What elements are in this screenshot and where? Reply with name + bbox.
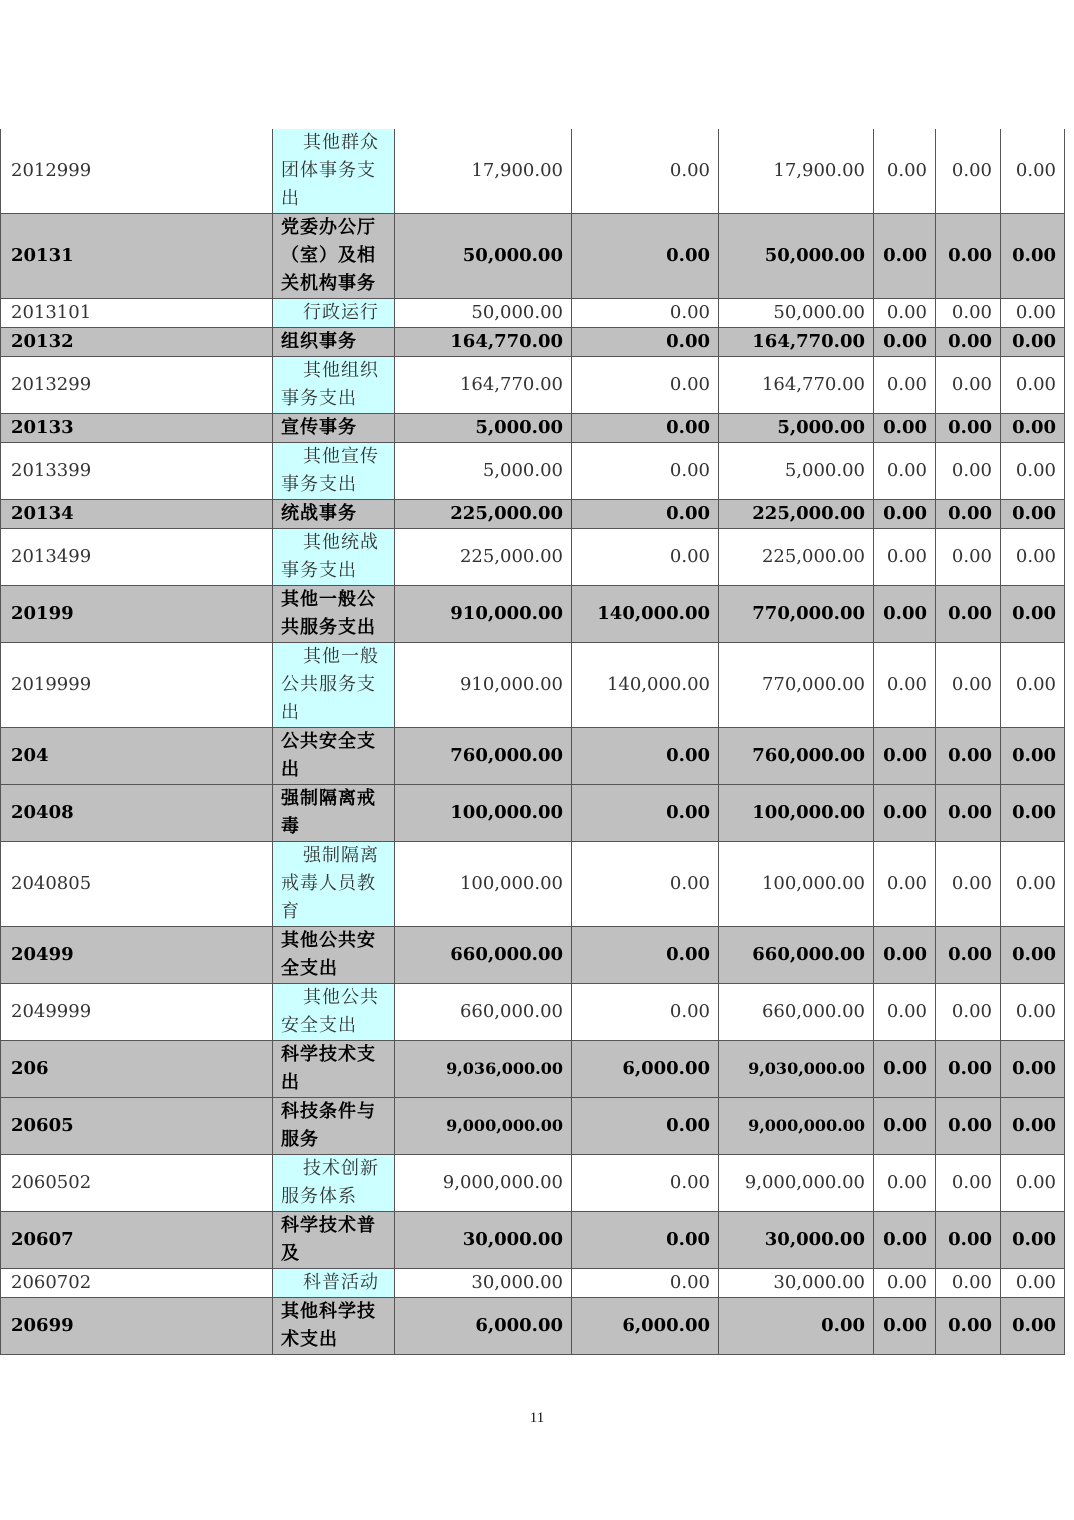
other-col-3-cell: 0.00 — [1001, 357, 1065, 414]
project-expenditure-cell: 9,000,000.00 — [719, 1098, 874, 1155]
classification-code-cell: 20133 — [1, 414, 273, 443]
item-name-line: 宣传事务 — [281, 417, 357, 438]
detail-row — [1, 643, 1065, 728]
project-expenditure-cell: 770,000.00 — [719, 643, 874, 728]
other-col-2-cell: 0.00 — [936, 1269, 1001, 1298]
item-name-cell — [273, 586, 395, 643]
item-name-line: 统战事务 — [281, 503, 357, 524]
item-name-line: 科普活动 — [303, 1272, 379, 1293]
project-expenditure-cell: 30,000.00 — [719, 1269, 874, 1298]
total-amount-cell: 30,000.00 — [395, 1269, 572, 1298]
other-col-3-cell: 0.00 — [1001, 214, 1065, 299]
other-col-3-cell: 0.00 — [1001, 842, 1065, 927]
item-name-cell — [273, 500, 395, 529]
other-col-2-cell: 0.00 — [936, 1155, 1001, 1212]
item-name-line: 服务体系 — [281, 1186, 357, 1207]
other-col-3-cell: 0.00 — [1001, 643, 1065, 728]
project-expenditure-cell: 660,000.00 — [719, 984, 874, 1041]
project-expenditure-cell: 100,000.00 — [719, 842, 874, 927]
item-name-cell — [273, 1212, 395, 1269]
basic-expenditure-cell: 140,000.00 — [572, 643, 719, 728]
classification-code-cell: 20699 — [1, 1298, 273, 1355]
project-expenditure-cell: 0.00 — [719, 1298, 874, 1355]
classification-code-cell: 2013101 — [1, 299, 273, 328]
total-amount-cell: 6,000.00 — [395, 1298, 572, 1355]
other-col-1-cell: 0.00 — [874, 500, 936, 529]
classification-code-cell: 20134 — [1, 500, 273, 529]
summary-row — [1, 927, 1065, 984]
total-amount-cell: 225,000.00 — [395, 529, 572, 586]
classification-code-cell: 20605 — [1, 1098, 273, 1155]
item-name-line: 出 — [281, 188, 300, 209]
item-name-cell — [273, 328, 395, 357]
other-col-3-cell: 0.00 — [1001, 500, 1065, 529]
project-expenditure-cell: 9,030,000.00 — [719, 1041, 874, 1098]
total-amount-cell: 50,000.00 — [395, 299, 572, 328]
item-name-cell — [273, 443, 395, 500]
other-col-3-cell: 0.00 — [1001, 586, 1065, 643]
other-col-2-cell: 0.00 — [936, 643, 1001, 728]
project-expenditure-cell: 225,000.00 — [719, 500, 874, 529]
other-col-2-cell: 0.00 — [936, 1041, 1001, 1098]
other-col-2-cell: 0.00 — [936, 586, 1001, 643]
project-expenditure-cell: 164,770.00 — [719, 357, 874, 414]
other-col-3-cell: 0.00 — [1001, 1269, 1065, 1298]
other-col-3-cell: 0.00 — [1001, 443, 1065, 500]
other-col-1-cell: 0.00 — [874, 414, 936, 443]
item-name-line: 组织事务 — [281, 331, 357, 352]
other-col-3-cell: 0.00 — [1001, 927, 1065, 984]
summary-row — [1, 1098, 1065, 1155]
detail-row — [1, 529, 1065, 586]
classification-code-cell: 20408 — [1, 785, 273, 842]
total-amount-cell: 17,900.00 — [395, 129, 572, 214]
item-name-line: 强制隔离 — [303, 845, 379, 866]
basic-expenditure-cell: 0.00 — [572, 842, 719, 927]
basic-expenditure-cell: 0.00 — [572, 1212, 719, 1269]
total-amount-cell: 760,000.00 — [395, 728, 572, 785]
item-name-line: 事务支出 — [281, 388, 357, 409]
detail-row — [1, 1155, 1065, 1212]
item-name-line: 共服务支出 — [281, 617, 376, 638]
other-col-2-cell: 0.00 — [936, 500, 1001, 529]
project-expenditure-cell: 30,000.00 — [719, 1212, 874, 1269]
total-amount-cell: 5,000.00 — [395, 443, 572, 500]
other-col-1-cell: 0.00 — [874, 1041, 936, 1098]
item-name-line: 其他公共 — [303, 987, 379, 1008]
summary-row — [1, 414, 1065, 443]
other-col-1-cell: 0.00 — [874, 357, 936, 414]
item-name-line: 关机构事务 — [281, 273, 376, 294]
item-name-line: 出 — [281, 759, 300, 780]
project-expenditure-cell: 770,000.00 — [719, 586, 874, 643]
total-amount-cell: 660,000.00 — [395, 927, 572, 984]
summary-row — [1, 728, 1065, 785]
summary-row — [1, 328, 1065, 357]
total-amount-cell: 164,770.00 — [395, 357, 572, 414]
item-name-line: 事务支出 — [281, 474, 357, 495]
item-name-cell — [273, 1298, 395, 1355]
other-col-1-cell: 0.00 — [874, 643, 936, 728]
item-name-cell — [273, 785, 395, 842]
item-name-cell — [273, 1098, 395, 1155]
classification-code-cell: 2013399 — [1, 443, 273, 500]
detail-row — [1, 984, 1065, 1041]
detail-row — [1, 129, 1065, 214]
other-col-1-cell: 0.00 — [874, 984, 936, 1041]
summary-row — [1, 1212, 1065, 1269]
item-name-line: 公共安全支 — [281, 731, 376, 752]
project-expenditure-cell: 9,000,000.00 — [719, 1155, 874, 1212]
item-name-line: 出 — [281, 1072, 300, 1093]
total-amount-cell: 9,036,000.00 — [395, 1041, 572, 1098]
other-col-2-cell: 0.00 — [936, 927, 1001, 984]
basic-expenditure-cell: 0.00 — [572, 1155, 719, 1212]
item-name-line: 其他组织 — [303, 360, 379, 381]
other-col-1-cell: 0.00 — [874, 586, 936, 643]
item-name-cell — [273, 927, 395, 984]
item-name-line: 出 — [281, 702, 300, 723]
item-name-line: 安全支出 — [281, 1015, 357, 1036]
total-amount-cell: 910,000.00 — [395, 643, 572, 728]
other-col-3-cell: 0.00 — [1001, 1041, 1065, 1098]
classification-code-cell: 20499 — [1, 927, 273, 984]
item-name-cell — [273, 1269, 395, 1298]
other-col-1-cell: 0.00 — [874, 328, 936, 357]
item-name-cell — [273, 1041, 395, 1098]
other-col-3-cell: 0.00 — [1001, 414, 1065, 443]
other-col-3-cell: 0.00 — [1001, 1298, 1065, 1355]
item-name-line: 科技条件与 — [281, 1101, 376, 1122]
other-col-3-cell: 0.00 — [1001, 529, 1065, 586]
item-name-line: 其他一般 — [303, 646, 379, 667]
total-amount-cell: 100,000.00 — [395, 785, 572, 842]
other-col-2-cell: 0.00 — [936, 1098, 1001, 1155]
other-col-2-cell: 0.00 — [936, 842, 1001, 927]
project-expenditure-cell: 100,000.00 — [719, 785, 874, 842]
basic-expenditure-cell: 0.00 — [572, 1269, 719, 1298]
other-col-3-cell: 0.00 — [1001, 1098, 1065, 1155]
other-col-1-cell: 0.00 — [874, 927, 936, 984]
item-name-line: 强制隔离戒 — [281, 788, 376, 809]
basic-expenditure-cell: 0.00 — [572, 299, 719, 328]
summary-row — [1, 214, 1065, 299]
other-col-3-cell: 0.00 — [1001, 1212, 1065, 1269]
other-col-3-cell: 0.00 — [1001, 129, 1065, 214]
other-col-1-cell: 0.00 — [874, 529, 936, 586]
other-col-2-cell: 0.00 — [936, 129, 1001, 214]
item-name-line: 其他公共安 — [281, 930, 376, 951]
item-name-cell — [273, 529, 395, 586]
item-name-cell — [273, 129, 395, 214]
item-name-line: 育 — [281, 901, 300, 922]
item-name-cell — [273, 984, 395, 1041]
item-name-cell — [273, 643, 395, 728]
basic-expenditure-cell: 0.00 — [572, 1098, 719, 1155]
item-name-line: 其他一般公 — [281, 589, 376, 610]
total-amount-cell: 100,000.00 — [395, 842, 572, 927]
basic-expenditure-cell: 0.00 — [572, 984, 719, 1041]
total-amount-cell: 225,000.00 — [395, 500, 572, 529]
classification-code-cell: 20132 — [1, 328, 273, 357]
other-col-2-cell: 0.00 — [936, 785, 1001, 842]
other-col-1-cell: 0.00 — [874, 299, 936, 328]
total-amount-cell: 50,000.00 — [395, 214, 572, 299]
total-amount-cell: 9,000,000.00 — [395, 1098, 572, 1155]
basic-expenditure-cell: 0.00 — [572, 529, 719, 586]
item-name-line: 公共服务支 — [281, 674, 376, 695]
item-name-cell — [273, 728, 395, 785]
item-name-cell — [273, 357, 395, 414]
basic-expenditure-cell: 0.00 — [572, 443, 719, 500]
project-expenditure-cell: 5,000.00 — [719, 414, 874, 443]
basic-expenditure-cell: 0.00 — [572, 927, 719, 984]
classification-code-cell: 2060502 — [1, 1155, 273, 1212]
project-expenditure-cell: 225,000.00 — [719, 529, 874, 586]
other-col-2-cell: 0.00 — [936, 443, 1001, 500]
item-name-cell — [273, 214, 395, 299]
item-name-line: 科学技术支 — [281, 1044, 376, 1065]
project-expenditure-cell: 5,000.00 — [719, 443, 874, 500]
classification-code-cell: 2012999 — [1, 129, 273, 214]
project-expenditure-cell: 50,000.00 — [719, 299, 874, 328]
item-name-line: 其他群众 — [303, 132, 379, 153]
other-col-3-cell: 0.00 — [1001, 728, 1065, 785]
other-col-1-cell: 0.00 — [874, 214, 936, 299]
basic-expenditure-cell: 0.00 — [572, 129, 719, 214]
item-name-line: 术支出 — [281, 1329, 338, 1350]
item-name-line: 其他科学技 — [281, 1301, 376, 1322]
other-col-1-cell: 0.00 — [874, 1212, 936, 1269]
item-name-line: 党委办公厅 — [281, 217, 376, 238]
total-amount-cell: 910,000.00 — [395, 586, 572, 643]
table-body — [1, 129, 1065, 1355]
other-col-1-cell: 0.00 — [874, 129, 936, 214]
total-amount-cell: 164,770.00 — [395, 328, 572, 357]
item-name-line: 及 — [281, 1243, 300, 1264]
basic-expenditure-cell: 0.00 — [572, 500, 719, 529]
other-col-2-cell: 0.00 — [936, 1298, 1001, 1355]
classification-code-cell: 2013499 — [1, 529, 273, 586]
detail-row — [1, 1269, 1065, 1298]
item-name-line: （室）及相 — [281, 245, 376, 266]
other-col-2-cell: 0.00 — [936, 728, 1001, 785]
item-name-cell — [273, 842, 395, 927]
other-col-1-cell: 0.00 — [874, 785, 936, 842]
total-amount-cell: 30,000.00 — [395, 1212, 572, 1269]
basic-expenditure-cell: 0.00 — [572, 414, 719, 443]
other-col-2-cell: 0.00 — [936, 299, 1001, 328]
project-expenditure-cell: 164,770.00 — [719, 328, 874, 357]
item-name-line: 戒毒人员教 — [281, 873, 376, 894]
other-col-1-cell: 0.00 — [874, 443, 936, 500]
item-name-cell — [273, 1155, 395, 1212]
basic-expenditure-cell: 140,000.00 — [572, 586, 719, 643]
basic-expenditure-cell: 6,000.00 — [572, 1041, 719, 1098]
classification-code-cell: 206 — [1, 1041, 273, 1098]
summary-row — [1, 1298, 1065, 1355]
other-col-3-cell: 0.00 — [1001, 984, 1065, 1041]
other-col-2-cell: 0.00 — [936, 328, 1001, 357]
classification-code-cell: 2049999 — [1, 984, 273, 1041]
item-name-line: 事务支出 — [281, 560, 357, 581]
summary-row — [1, 586, 1065, 643]
total-amount-cell: 9,000,000.00 — [395, 1155, 572, 1212]
basic-expenditure-cell: 0.00 — [572, 328, 719, 357]
total-amount-cell: 5,000.00 — [395, 414, 572, 443]
other-col-2-cell: 0.00 — [936, 214, 1001, 299]
other-col-2-cell: 0.00 — [936, 1212, 1001, 1269]
other-col-2-cell: 0.00 — [936, 414, 1001, 443]
item-name-line: 服务 — [281, 1129, 319, 1150]
classification-code-cell: 20131 — [1, 214, 273, 299]
item-name-line: 其他统战 — [303, 532, 379, 553]
basic-expenditure-cell: 6,000.00 — [572, 1298, 719, 1355]
classification-code-cell: 20199 — [1, 586, 273, 643]
other-col-3-cell: 0.00 — [1001, 1155, 1065, 1212]
other-col-1-cell: 0.00 — [874, 1298, 936, 1355]
summary-row — [1, 500, 1065, 529]
classification-code-cell: 2019999 — [1, 643, 273, 728]
project-expenditure-cell: 17,900.00 — [719, 129, 874, 214]
classification-code-cell: 20607 — [1, 1212, 273, 1269]
item-name-cell — [273, 299, 395, 328]
basic-expenditure-cell: 0.00 — [572, 357, 719, 414]
total-amount-cell: 660,000.00 — [395, 984, 572, 1041]
item-name-line: 技术创新 — [303, 1158, 379, 1179]
classification-code-cell: 2040805 — [1, 842, 273, 927]
other-col-2-cell: 0.00 — [936, 529, 1001, 586]
classification-code-cell: 204 — [1, 728, 273, 785]
detail-row — [1, 357, 1065, 414]
budget-table — [0, 129, 1065, 1355]
project-expenditure-cell: 660,000.00 — [719, 927, 874, 984]
other-col-3-cell: 0.00 — [1001, 328, 1065, 357]
other-col-1-cell: 0.00 — [874, 1269, 936, 1298]
item-name-line: 全支出 — [281, 958, 338, 979]
detail-row — [1, 299, 1065, 328]
other-col-3-cell: 0.00 — [1001, 299, 1065, 328]
other-col-1-cell: 0.00 — [874, 728, 936, 785]
other-col-3-cell: 0.00 — [1001, 785, 1065, 842]
item-name-cell — [273, 414, 395, 443]
other-col-1-cell: 0.00 — [874, 1155, 936, 1212]
other-col-2-cell: 0.00 — [936, 984, 1001, 1041]
basic-expenditure-cell: 0.00 — [572, 785, 719, 842]
classification-code-cell: 2013299 — [1, 357, 273, 414]
project-expenditure-cell: 50,000.00 — [719, 214, 874, 299]
summary-row — [1, 785, 1065, 842]
page-number: 11 — [529, 1410, 545, 1426]
classification-code-cell: 2060702 — [1, 1269, 273, 1298]
summary-row — [1, 1041, 1065, 1098]
item-name-line: 行政运行 — [303, 302, 379, 323]
basic-expenditure-cell: 0.00 — [572, 214, 719, 299]
other-col-1-cell: 0.00 — [874, 842, 936, 927]
detail-row — [1, 443, 1065, 500]
item-name-line: 团体事务支 — [281, 160, 376, 181]
item-name-line: 其他宣传 — [303, 446, 379, 467]
other-col-2-cell: 0.00 — [936, 357, 1001, 414]
basic-expenditure-cell: 0.00 — [572, 728, 719, 785]
item-name-line: 科学技术普 — [281, 1215, 376, 1236]
item-name-line: 毒 — [281, 816, 300, 837]
detail-row — [1, 842, 1065, 927]
project-expenditure-cell: 760,000.00 — [719, 728, 874, 785]
other-col-1-cell: 0.00 — [874, 1098, 936, 1155]
